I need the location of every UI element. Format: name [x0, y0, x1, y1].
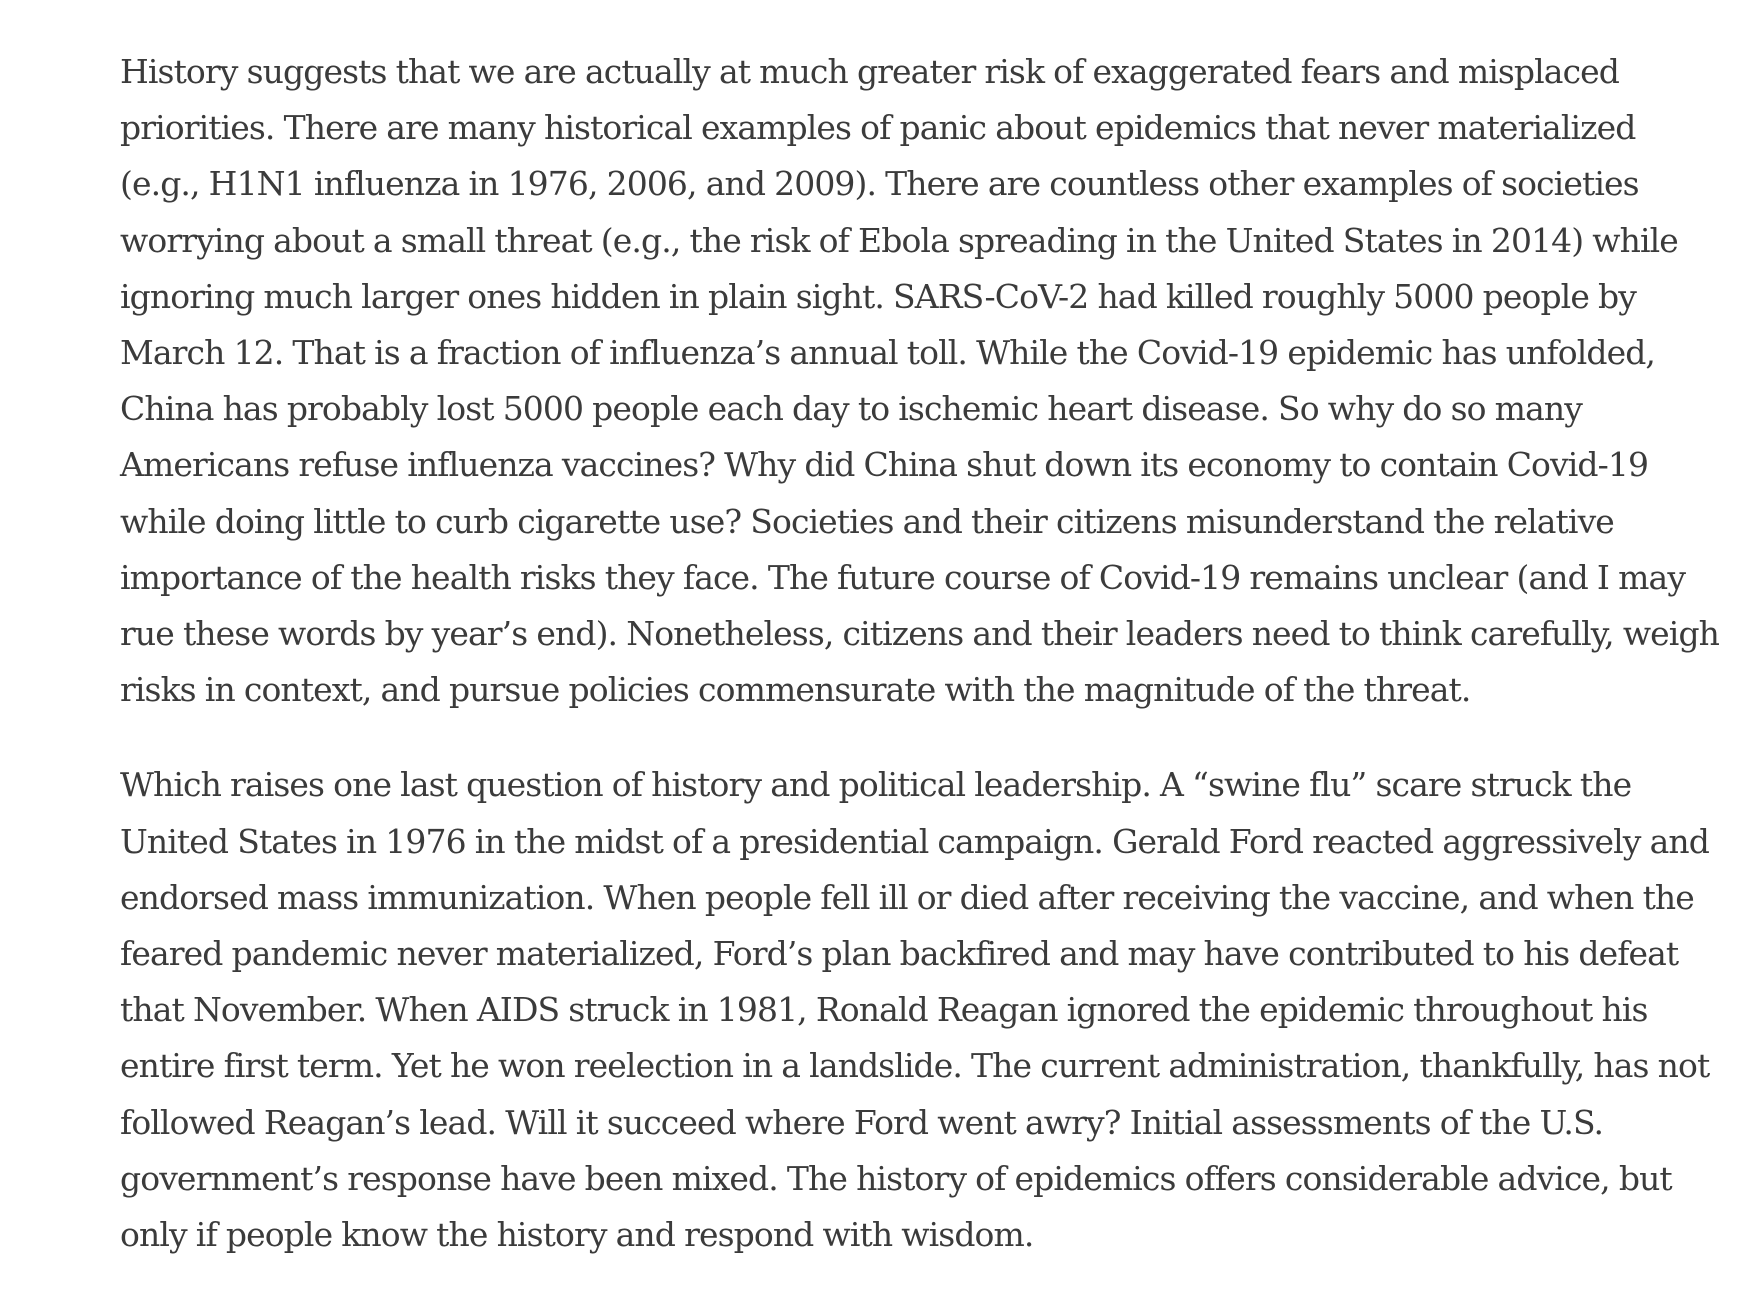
text-line: History suggests that we are actually at much greater risk of exaggerated fears and misplaced	[120, 52, 1620, 91]
text-line: while doing little to curb cigarette use? Societies and their citizens misunderstand the relative	[120, 501, 1614, 541]
text-line: that November. When AIDS struck in 1981, Ronald Reagan ignored the epidemic throughout his	[120, 990, 1648, 1030]
paragraph-political-leadership	[120, 757, 1710, 1263]
text-line: endorsed mass immunization. When people fell ill or died after receiving the vaccine, and when the	[120, 877, 1694, 917]
text-line: only if people know the history and respond with wisdom.	[120, 1215, 1034, 1255]
paragraph-history-risk	[120, 44, 1720, 718]
text-line: priorities. There are many historical examples of panic about epidemics that never materialized	[120, 108, 1636, 148]
text-line: worrying about a small threat (e.g., the risk of Ebola spreading in the United States in 2014) while	[120, 220, 1678, 260]
text-line: risks in context, and pursue policies commensurate with the magnitude of the threat.	[120, 670, 1471, 710]
text-line: (e.g., H1N1 influenza in 1976, 2006, and 2009). There are countless other examples of societies	[120, 164, 1639, 204]
text-line: government’s response have been mixed. The history of epidemics offers considerable advice, but	[120, 1158, 1672, 1198]
text-line: importance of the health risks they face. The future course of Covid-19 remains unclear (and I may	[120, 557, 1686, 597]
text-line: rue these words by year’s end). Nonetheless, citizens and their leaders need to think carefully, weigh	[120, 614, 1720, 654]
text-line: China has probably lost 5000 people each day to ischemic heart disease. So why do so many	[120, 389, 1582, 429]
text-line: Which raises one last question of history and political leadership. A “swine flu” scare struck the	[120, 765, 1632, 805]
text-line: ignoring much larger ones hidden in plain sight. SARS-CoV-2 had killed roughly 5000 people by	[120, 276, 1637, 316]
text-line: March 12. That is a fraction of influenza’s annual toll. While the Covid-19 epidemic has unfolded,	[120, 333, 1656, 373]
text-line: feared pandemic never materialized, Ford’s plan backfired and may have contributed to his defeat	[120, 934, 1679, 974]
text-line: entire first term. Yet he won reelection in a landslide. The current administration, thankfully, has not	[120, 1046, 1710, 1086]
text-line: followed Reagan’s lead. Will it succeed where Ford went awry? Initial assessments of the U.S.	[120, 1102, 1604, 1142]
text-line: Americans refuse influenza vaccines? Why did China shut down its economy to contain Covid-19	[120, 445, 1649, 485]
article-body	[120, 44, 1720, 1263]
text-line: United States in 1976 in the midst of a presidential campaign. Gerald Ford reacted aggressively and	[120, 821, 1709, 861]
